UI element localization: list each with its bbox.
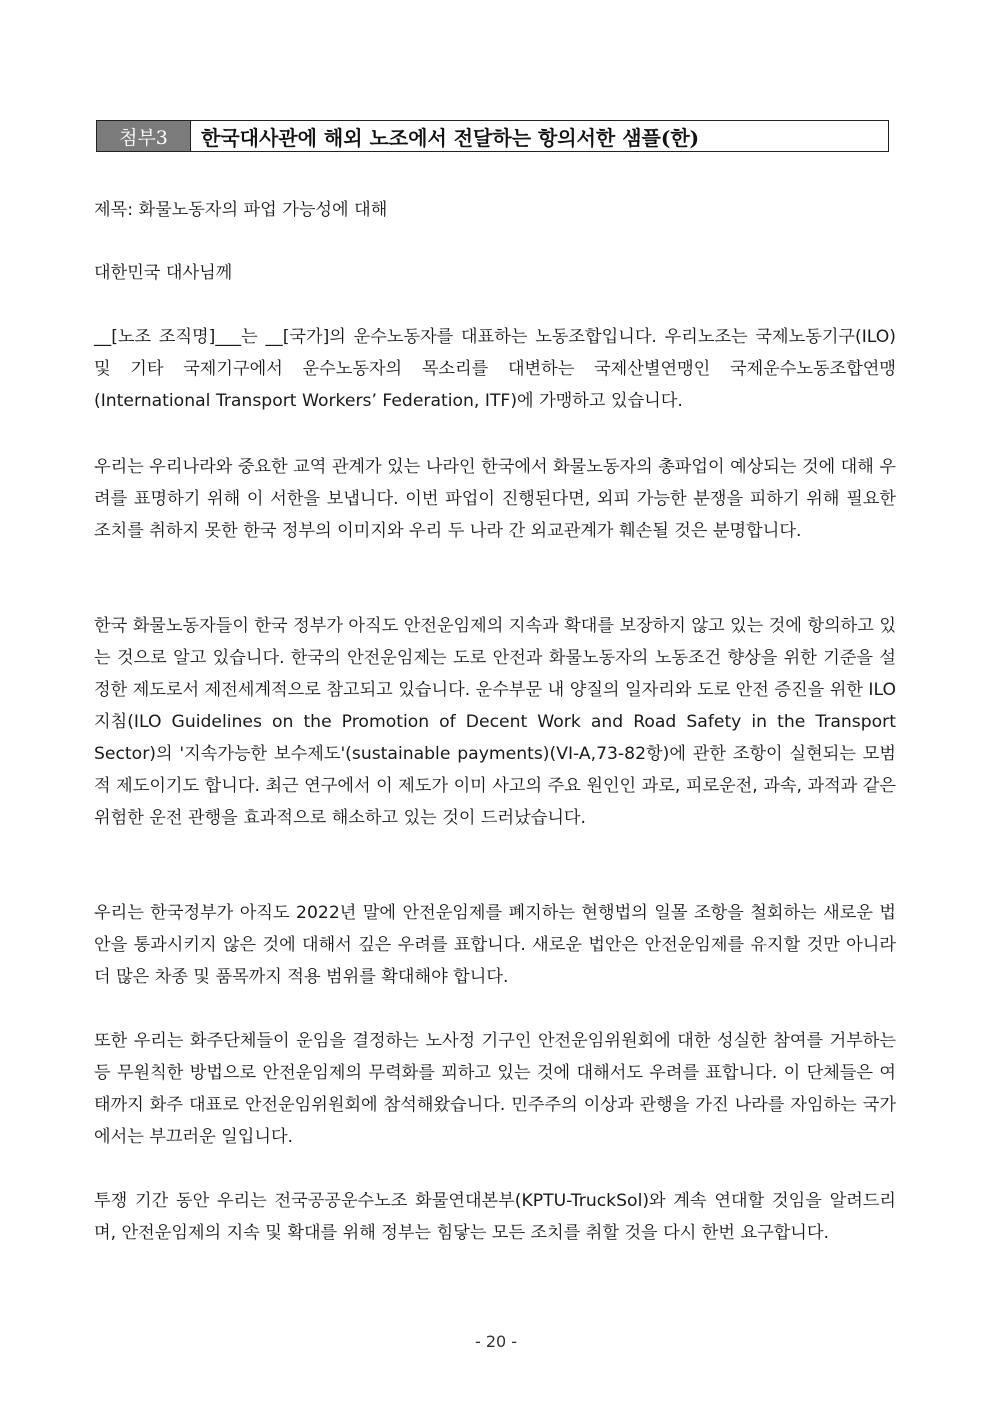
paragraph-solidarity: 투쟁 기간 동안 우리는 전국공공운수노조 화물연대본부(KPTU-TruckSol)와 계속 연대할 것임을 알려드리며, 안전운임제의 지속 및 확대를 위해 정부는 힘닿는 모든 조치를 취할 것을 다시 한번 요구합니다.	[94, 1191, 896, 1243]
attachment-title: 한국대사관에 해외 노조에서 전달하는 항의서한 샘플(한)	[201, 125, 700, 150]
paragraph-shippers: 또한 우리는 화주단체들이 운임을 결정하는 노사정 기구인 안전운임위원회에 대한 성실한 참여를 거부하는 등 무원칙한 방법으로 안전운임제의 무력화를 꾀하고 있는 것에 대해서도 우려를 표합니다. 이 단체들은 여태까지 화주 대표로 안전운임위원회에 참석해왔습니다. 민주주의 이상과 관행을 가진 나라를 자임하는 국가에서는 부끄러운 일입니다.	[94, 1031, 896, 1147]
attachment-tag: 첨부3	[97, 121, 191, 151]
paragraph-new-bill: 우리는 한국정부가 아직도 2022년 말에 안전운임제를 폐지하는 현행법의 일몰 조항을 철회하는 새로운 법안을 통과시키지 않은 것에 대해서 깊은 우려를 표합니다. 새로운 법안은 안전운임제를 유지할 것만 아니라 더 많은 차종 및 품목까지 적용 범위를 확대해야 합니다.	[94, 903, 896, 987]
paragraph-safe-rates: 한국 화물노동자들이 한국 정부가 아직도 안전운임제의 지속과 확대를 보장하지 않고 있는 것에 항의하고 있는 것으로 알고 있습니다. 한국의 안전운임제는 도로 안전과 화물노동자의 노동조건 향상을 위한 기준을 설정한 제도로서 제전세계적으로 참고되고 있습니다. 운수부문 내 양질의 일자리와 도로 안전 증진을 위한 ILO 지침(ILO Guidelines on the Promotion of Decent Work and Road Safety in the Transport Sector)의 '지속가능한 보수제도'(sustainable payments)(VI-A,73-82항)에 관한 조항이 실현되는 모범적 제도이기도 합니다. 최근 연구에서 이 제도가 이미 사고의 주요 원인인 과로, 피로운전, 과속, 과적과 같은 위험한 운전 관행을 효과적으로 해소하고 있는 것이 드러났습니다.	[94, 616, 896, 828]
paragraph-union-intro: __[노조 조직명]___는 __[국가]의 운수노동자를 대표하는 노동조합입니다. 우리노조는 국제노동기구(ILO) 및 기타 국제기구에서 운수노동자의 목소리를 대변하는 국제산별연맹인 국제운수노동조합연맹(International Transport Workers’ Federation, ITF)에 가맹하고 있습니다.	[94, 327, 896, 411]
attachment-header	[96, 120, 889, 152]
paragraph-strike-concern: 우리는 우리나라와 중요한 교역 관계가 있는 나라인 한국에서 화물노동자의 총파업이 예상되는 것에 대해 우려를 표명하기 위해 이 서한을 보냅니다. 이번 파업이 진행된다면, 외피 가능한 분쟁을 피하기 위해 필요한 조치를 취하지 못한 한국 정부의 이미지와 우리 두 나라 간 외교관계가 훼손될 것은 분명합니다.	[94, 457, 896, 541]
letter-subject: 제목: 화물노동자의 파업 가능성에 대해	[94, 200, 388, 220]
page-number: - 20 -	[474, 1332, 518, 1351]
letter-salutation: 대한민국 대사님께	[94, 263, 233, 283]
